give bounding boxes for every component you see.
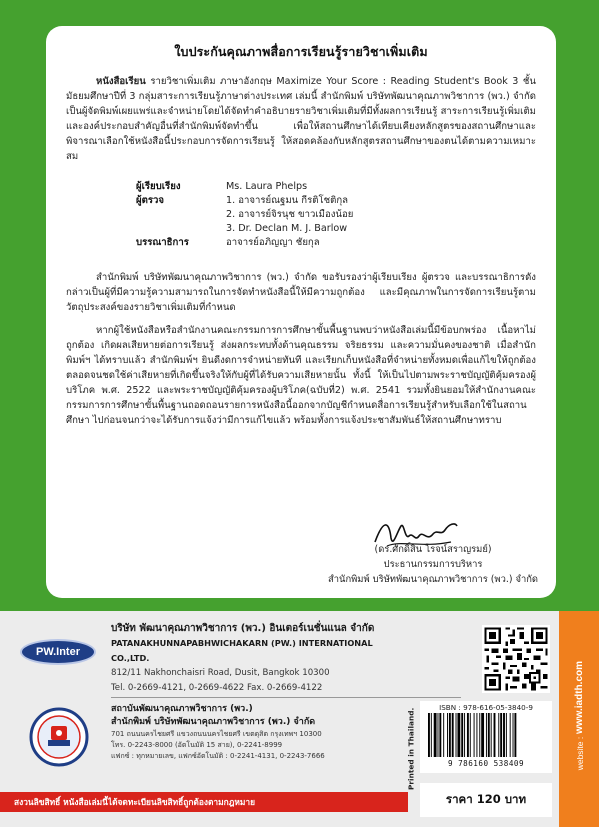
signer-name: (ดร.ศักดิ์สิน โรจน์สราญรมย์) — [374, 544, 492, 555]
institute-address: 701 ถนนนครไชยศรี แขวงถนนนครไชยศรี เขตดุสิต กรุงเทพฯ 10300 — [111, 730, 322, 738]
intro-text: รายวิชาเพิ่มเติม ภาษาอังกฤษ Maximize Your Score : Reading Student's Book 3 ชั้นมัธยมศึกษาปีที่ 3 กลุ่มสาระการเรียนรู้ภาษาต่างประเทศ เล่มนี้ สำนักพิมพ์ บริษัทพัฒนาคุณภาพวิชาการ (พว.) จำกัด เป็นผู้จัดพิมพ์เผยแพร่และจำหน่ายโดยได้จัดทำคำอธิบายรายวิชาเพิ่มเติมที่มีทั้งผลการเรียนรู้ สาระการเรียนรู้เพิ่มเติม และองค์ประกอบสำคัญอื่นที่สำนักพิมพ์จัดทำขึ้น เพื่อให้สถานศึกษาได้เทียบเคียงหลักสูตรของสถานศึกษาและพิจารณาเลือกใช้หนังสือนี้ประกอบการจัดการเรียนรู้ ให้สอดคล้องกับหลักสูตรสถานศึกษาของตนได้ตามความเหมาะสม — [66, 76, 536, 162]
publisher-name-en: PATANAKHUNNAPABHWICHAKARN (PW.) INTERNATIONAL CO.,LTD. — [111, 638, 373, 663]
barcode-number: 9 786160 538409 — [447, 759, 525, 768]
publisher-phone: Tel. 0-2669-4121, 0-2669-4622 Fax. 0-2669-4122 — [111, 683, 323, 693]
assurance-paragraph: สำนักพิมพ์ บริษัทพัฒนาคุณภาพวิชาการ (พว.) จำกัด ขอรับรองว่าผู้เรียบเรียง ผู้ตรวจ และบรรณาธิการดังกล่าวเป็นผู้ที่มีความรู้ความสามารถในการจัดทำหนังสือนี้ให้มีความถูกต้อง และมีคุณภาพในการจัดการเรียนรู้ตามวัตถุประสงค์ของรายวิชาเพิ่มเติมที่กำหนด — [66, 272, 536, 313]
printed-in-label: Printed in Thailand. — [406, 707, 416, 791]
certificate-title: ใบประกันคุณภาพสื่อการเรียนรู้รายวิชาเพิ่มเติม — [174, 44, 428, 59]
barcode-bar — [449, 713, 451, 757]
credit-row — [136, 180, 536, 194]
copyright-notice: สงวนลิขสิทธิ์ หนังสือเล่มนี้ได้จดทะเบียนลิขสิทธิ์ถูกต้องตามกฎหมาย — [0, 792, 408, 812]
credit-role: บรรณาธิการ — [136, 237, 189, 248]
credit-name: อาจารย์อภิญญา ชัยกุล — [226, 237, 320, 248]
qr-code — [482, 625, 550, 693]
credit-row — [136, 236, 536, 250]
credit-role: ผู้ตรวจ — [136, 195, 165, 206]
credit-name: 3. Dr. Declan M. J. Barlow — [226, 223, 348, 234]
credit-role: ผู้เรียบเรียง — [136, 181, 181, 192]
barcode-bar — [479, 713, 480, 757]
barcode-bar — [500, 713, 502, 757]
barcode-bar — [428, 713, 430, 757]
barcode-bar — [498, 713, 499, 757]
liability-paragraph: หากผู้ใช้หนังสือหรือสำนักงานคณะกรรมการการศึกษาขั้นพื้นฐานพบว่าหนังสือเล่มนี้มีข้อบกพร่อง เนื้อหาไม่ถูกต้อง เกิดผลเสียหายต่อการเรียนรู้ ส่งผลกระทบทั้งด้านคุณธรรม จริยธรรม และความมั่นคงของชาติ เมื่อสำนักพิมพ์ฯ ได้ทราบแล้ว สำนักพิมพ์ฯ ยินดีงดการจำหน่ายทันที และเรียกเก็บหนังสือที่จำหน่ายทั้งหมดเพื่อแก้ไขให้ถูกต้อง ตลอดจนชดใช้ค่าเสียหายที่เกิดขึ้นจริงให้กับผู้ที่ได้รับความเสียหายนั้น ทั้งนี้ ให้เป็นไปตามพระราชบัญญัติคุ้มครองผู้บริโภค พ.ศ. 2522 และพระราชบัญญัติคุ้มครองผู้บริโภค(ฉบับที่2) พ.ศ. 2541 รวมทั้งยินยอมให้สำนักงานคณะกรรมการการศึกษาขั้นพื้นฐานถอดถอนรายการหนังสือนี้ออกจากบัญชีกำหนดสื่อการเรียนรู้สำหรับเลือกใช้ในสถานศึกษา ไปก่อนจนกว่าจะได้รับการแจ้งว่ามีการแก้ไขแล้ว พร้อมทั้งการแจ้งประชาสัมพันธ์ให้สถานศึกษาทราบ — [66, 325, 536, 426]
barcode-bar — [503, 713, 505, 757]
barcode-bar — [467, 713, 469, 757]
barcode-bar — [464, 713, 465, 757]
publisher-footer — [0, 611, 599, 827]
barcode-bar — [486, 713, 487, 757]
barcode-bar — [443, 713, 444, 757]
credit-name: Ms. Laura Phelps — [226, 181, 308, 192]
institute-phone: โทร. 0-2243-8000 (อัตโนมัติ 15 สาย), 0-2241-8999 — [111, 741, 283, 749]
barcode-bar — [513, 713, 514, 757]
barcode-bar — [481, 713, 484, 757]
barcode-bar — [452, 713, 454, 757]
institute-publisher-info — [111, 703, 401, 762]
barcode-bar — [434, 713, 437, 757]
intro-label: หนังสือเรียน — [96, 76, 146, 87]
certificate-card — [46, 26, 556, 598]
pw-inter-logo: PW.Inter — [20, 639, 96, 665]
credit-row — [136, 208, 536, 222]
barcode-bar — [510, 713, 511, 757]
barcode-bar — [438, 713, 439, 757]
website-prefix: website : — [574, 737, 585, 771]
website-url[interactable]: www.iadth.com — [573, 661, 585, 735]
price-label: ราคา 120 บาท — [420, 783, 552, 817]
signer-org: สำนักพิมพ์ บริษัทพัฒนาคุณภาพวิชาการ (พว.) จำกัด — [328, 574, 538, 585]
barcode-bar — [447, 713, 448, 757]
isbn-barcode-box — [420, 701, 552, 773]
barcode-bar — [431, 713, 432, 757]
credit-role — [136, 208, 226, 222]
barcode-bar — [506, 713, 507, 757]
barcode-bar — [456, 713, 457, 757]
website-label — [559, 611, 599, 827]
credits-list — [136, 180, 536, 250]
institute-emblem-icon — [28, 706, 90, 768]
credit-role — [136, 222, 226, 236]
barcode-bar — [491, 713, 492, 757]
credit-name: 2. อาจารย์จิรนุช ขาวเมืองน้อย — [226, 209, 354, 220]
barcode-bar — [488, 713, 490, 757]
institute-publisher-name: สำนักพิมพ์ บริษัทพัฒนาคุณภาพวิชาการ (พว.) จำกัด — [111, 717, 316, 727]
barcode-bar — [494, 713, 496, 757]
international-publisher-info — [111, 621, 411, 696]
isbn-barcode — [426, 713, 546, 757]
barcode-bar — [439, 713, 441, 757]
institute-fax: แฟกซ์ : ทุกหมายเลข, แฟกซ์อัตโนมัติ : 0-2241-4131, 0-2243-7666 — [111, 752, 325, 760]
publisher-name-th: บริษัท พัฒนาคุณภาพวิชาการ (พว.) อินเตอร์เนชั่นแนล จำกัด — [111, 623, 375, 634]
intro-paragraph — [66, 74, 536, 164]
barcode-bar — [461, 713, 463, 757]
barcode-bar — [514, 713, 516, 757]
credit-name: 1. อาจารย์ณฐมน กีรติโชติกุล — [226, 195, 349, 206]
barcode-bar — [474, 713, 475, 757]
institute-name: สถาบันพัฒนาคุณภาพวิชาการ (พว.) — [111, 704, 253, 714]
barcode-bar — [470, 713, 471, 757]
isbn-label: ISBN : 978-616-05-3840-9 — [439, 703, 533, 712]
credit-row — [136, 194, 536, 208]
signer-title: ประธานกรรมการบริหาร — [383, 559, 483, 570]
barcode-bar — [457, 713, 460, 757]
credit-row — [136, 222, 536, 236]
barcode-bar — [476, 713, 477, 757]
publisher-address: 812/11 Nakhonchaisri Road, Dusit, Bangkok 10300 — [111, 668, 330, 678]
signer-block — [328, 542, 538, 587]
